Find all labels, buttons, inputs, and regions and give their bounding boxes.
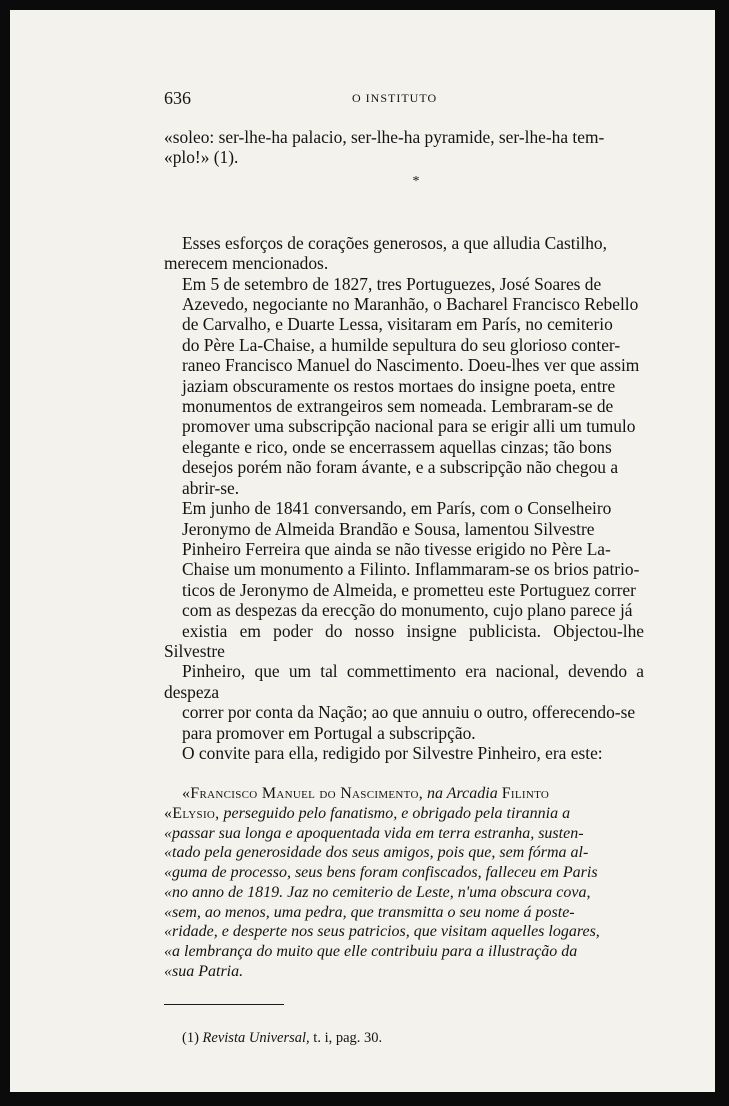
text-line: merecem mencionados. (164, 253, 329, 274)
text-line: Pinheiro, que um tal commettimento era nacional, devendo a despeza (164, 661, 644, 702)
text-line: Esses esforços de corações generosos, a que alludia Castilho, (182, 232, 607, 253)
footnote-marker: (1) (182, 1030, 203, 1047)
text-line: desejos porém não foram ávante, e a subscripção não chegou a (182, 457, 619, 478)
footnote-source-title: Revista Universal, (202, 1030, 310, 1047)
text-line: ticos de Jeronymo de Almeida, e prometteu este Portuguez correr (182, 579, 636, 600)
journal-title: O INSTITUTO (352, 91, 438, 105)
text-line: Jeronymo de Almeida Brandão e Sousa, lamentou Silvestre (182, 518, 595, 539)
text-line: monumentos de extrangeiros sem nomeada. Lembraram-se de (182, 396, 614, 417)
section-separator: * (412, 173, 420, 189)
inscription-line: «no anno de 1819. Jaz no cemiterio de Leste, n'uma obscura cova, (164, 883, 591, 901)
footnote-divider (164, 1004, 284, 1005)
text-line: Azevedo, negociante no Maranhão, o Bacharel Francisco Rebello (182, 294, 639, 315)
name-smallcaps: «Francisco Manuel do Nascimento, (182, 785, 424, 803)
inscription-text: perseguido pelo fanatismo, e obrigado pela tirannia a (219, 805, 571, 823)
inscription-line: «a lembrança do muito que elle contribuiu para a illustração da (164, 943, 578, 960)
book-page (10, 10, 715, 1092)
text-line: Pinheiro Ferreira que ainda se não tivesse erigido no Père La- (182, 538, 611, 559)
paragraph-1827 (164, 274, 644, 498)
inscription-line: «passar sua longa e apoquentada vida em terra estranha, susten- (164, 824, 584, 842)
name-smallcaps: «Elysio, (164, 805, 220, 823)
text-line: abrir-se. (182, 477, 240, 498)
text-line: O convite para ella, redigido por Silvestre Pinheiro, era este: (182, 742, 603, 763)
inscription-line: «sua Patria. (164, 962, 244, 980)
text-line: de Carvalho, e Duarte Lessa, visitaram em París, no cemiterio (182, 314, 613, 335)
inscription-line (164, 784, 644, 804)
text-line: Em 5 de setembro de 1827, tres Portuguezes, José Soares de (182, 273, 602, 294)
text-line: raneo Francisco Manuel do Nascimento. Doeu-lhes ver que assim (182, 355, 640, 376)
page-content (164, 88, 644, 1047)
text-line: «soleo: ser-lhe-ha palacio, ser-lhe-ha pyramide, ser-lhe-ha tem- (164, 127, 605, 147)
running-header (164, 88, 644, 112)
page-number: 636 (164, 88, 191, 108)
name-smallcaps: Filinto (501, 785, 550, 803)
text-line: para promover em Portugal a subscripção. (182, 722, 476, 743)
text-line: do Père La-Chaise, a humilde sepultura do seu glorioso conter- (182, 334, 621, 355)
inscription-quote (164, 784, 644, 981)
inscription-text: na Arcadia (423, 785, 502, 803)
text-line: Chaise um monumento a Filinto. Inflammaram-se os brios patrio- (182, 559, 640, 580)
footnote-reference: t. i, pag. 30. (309, 1030, 383, 1047)
footnote (164, 1030, 644, 1047)
text-line: existia em poder do nosso insigne publicista. Objectou-lhe Silvestre (164, 620, 644, 661)
inscription-line: «ridade, e desperte nos seus patricios, que visitam aquelles logares, (164, 923, 600, 941)
text-line: com as despezas da erecção do monumento, cujo plano parece já (182, 600, 633, 621)
text-line: elegante e rico, onde se encerrassem aquellas cinzas; tão bons (182, 436, 612, 457)
paragraph-convite (164, 743, 644, 763)
paragraph-esforcos (164, 233, 644, 274)
text-line: promover uma subscripção nacional para se erigir alli um tumulo (182, 416, 636, 437)
inscription-line: «sem, ao menos, uma pedra, que transmitta o seu nome á poste- (164, 903, 575, 921)
inscription-line (164, 804, 644, 824)
text-line: Em junho de 1841 conversando, em París, com o Conselheiro (182, 498, 612, 519)
paragraph-1841 (164, 498, 644, 743)
spacer (164, 214, 644, 233)
text-line: «plo!» (1). (164, 147, 239, 168)
text-line: correr por conta da Nação; ao que annuiu o outro, offerecendo-se (182, 702, 636, 723)
inscription-line: «guma de processo, seus bens foram confiscados, falleceu em Paris (164, 864, 598, 882)
inscription-line: «tado pela generosidade dos seus amigos, pois que, sem fórma al- (164, 844, 589, 862)
paragraph-quote-end (164, 127, 644, 168)
text-line: jaziam obscuramente os restos mortaes do insigne poeta, entre (182, 375, 616, 396)
